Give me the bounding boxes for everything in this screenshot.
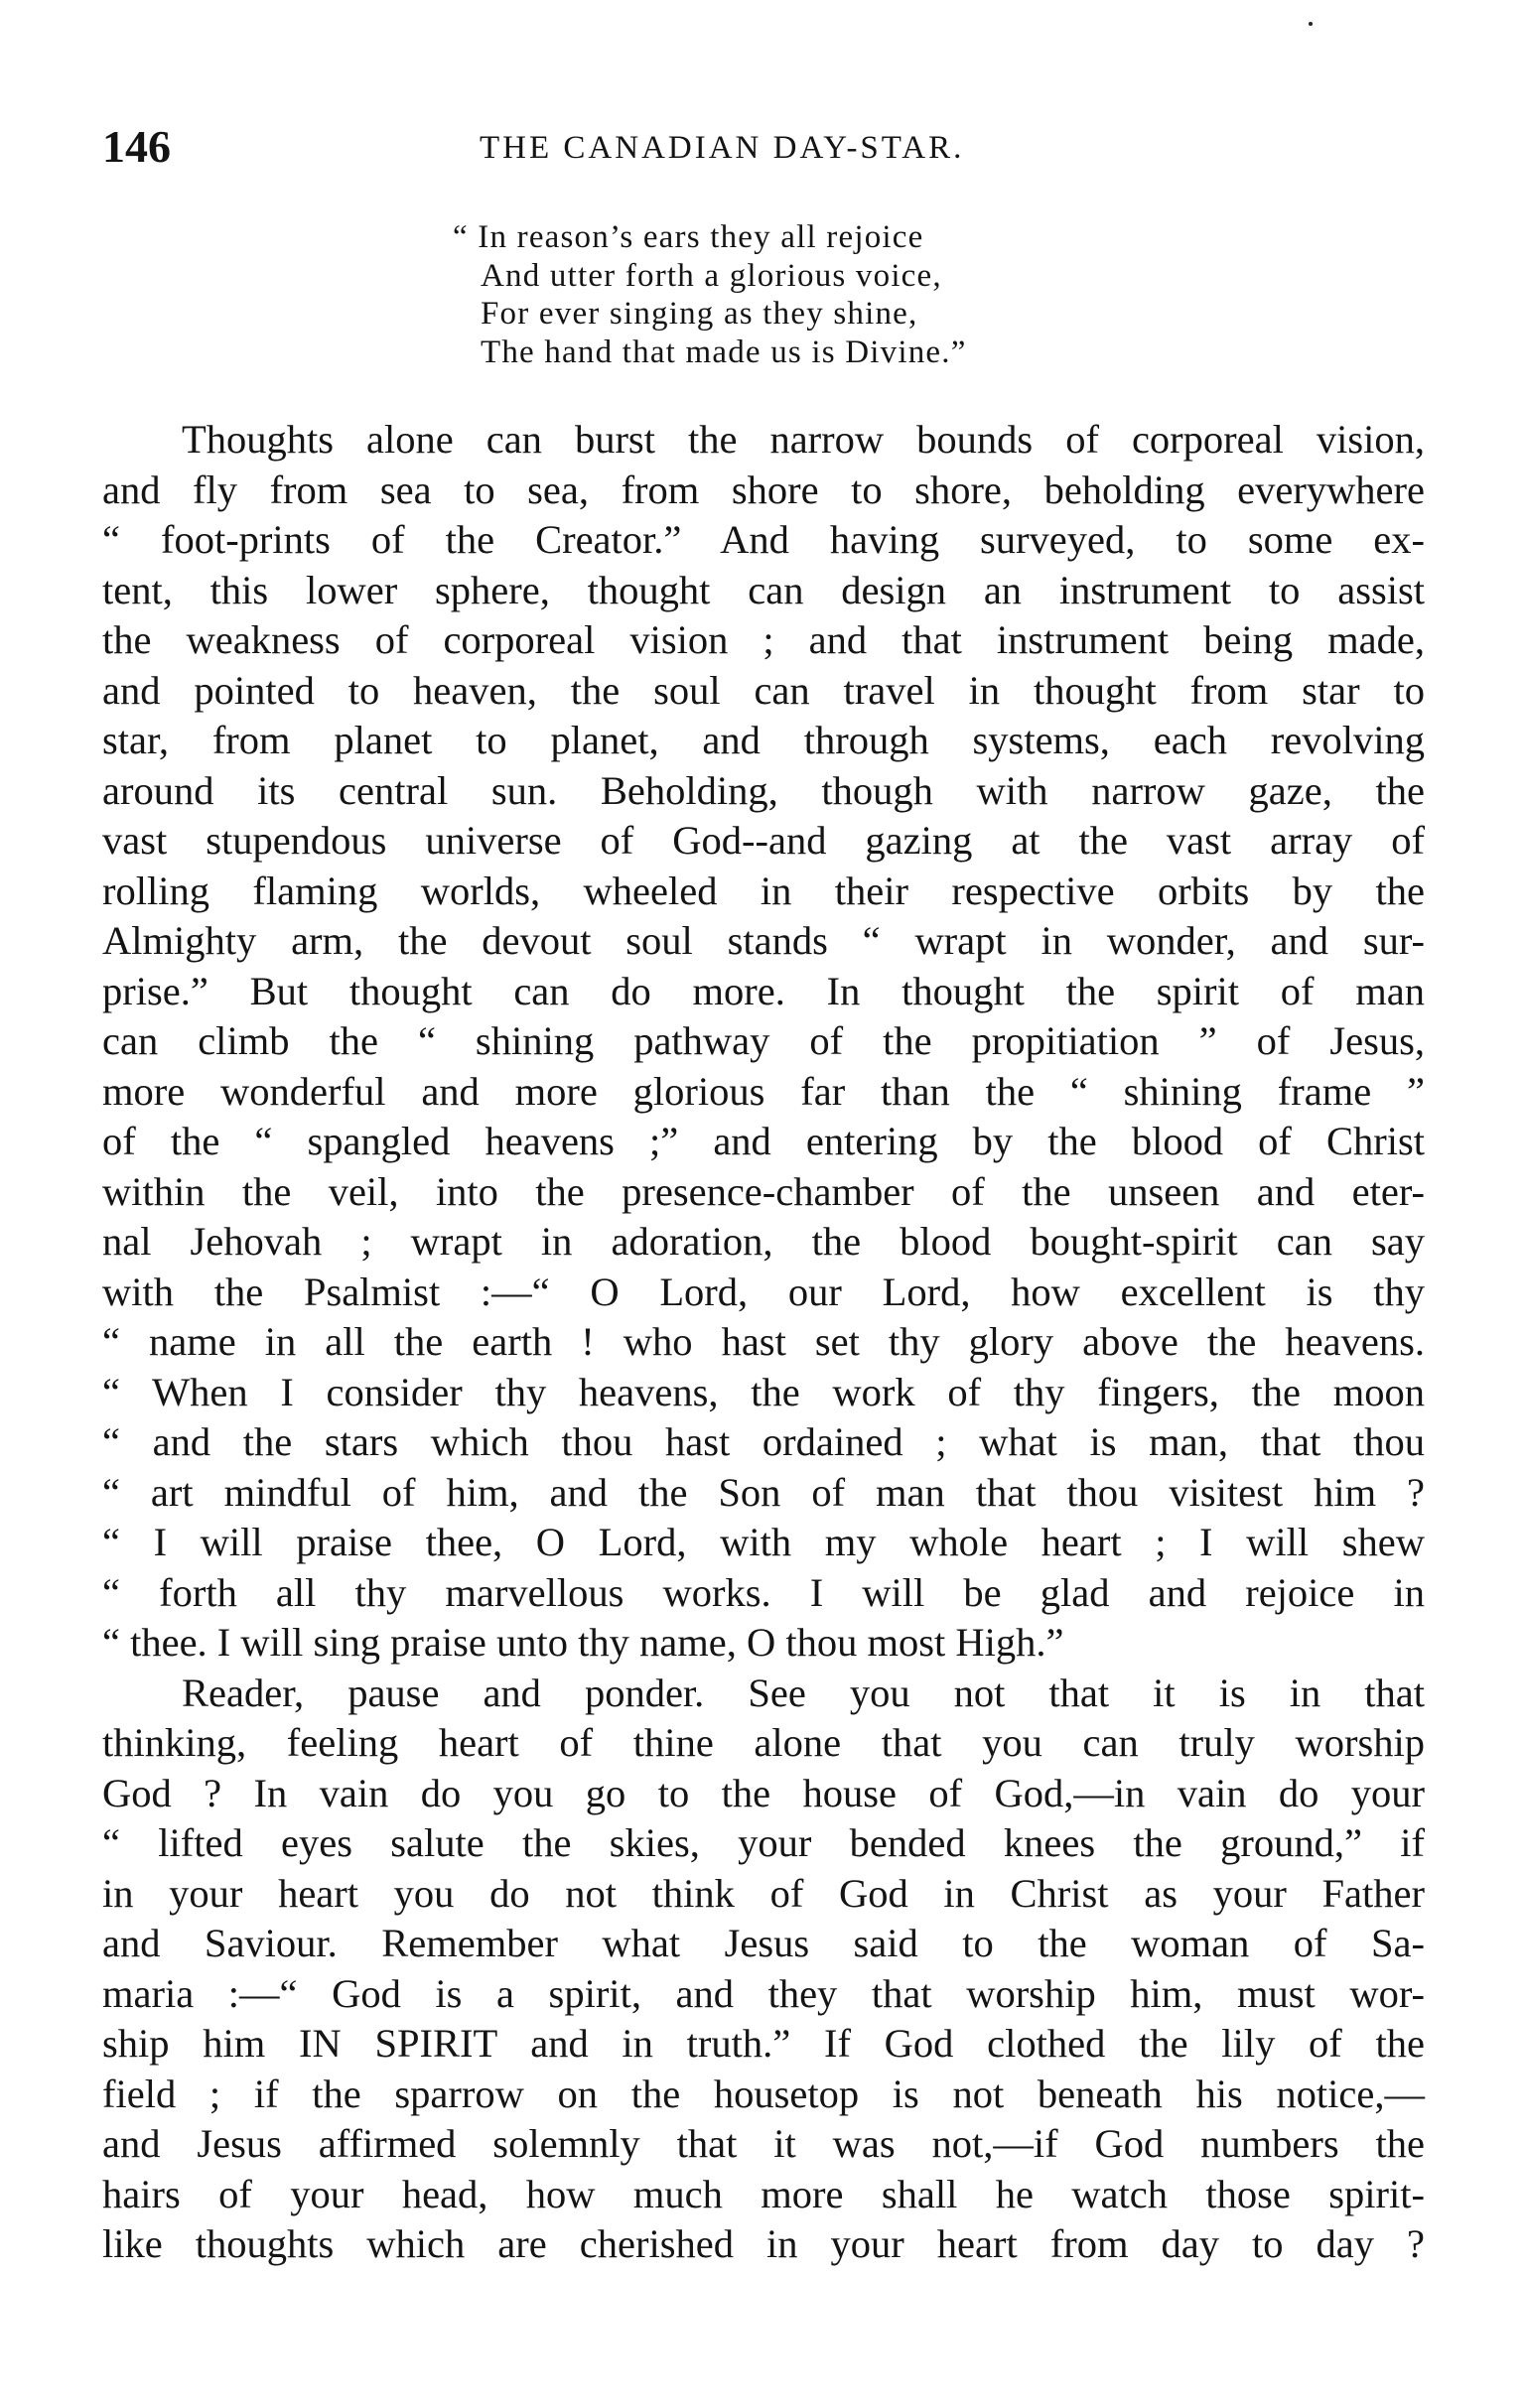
page-number: 146 (102, 121, 171, 172)
text-line: “ thee. I will sing praise unto thy name, O thou most High.” (102, 1620, 1064, 1665)
text-line: around its central sun. Beholding, though with narrow gaze, the (102, 767, 1425, 813)
text-line: “ foot-prints of the Creator.” And having surveyed, to some ex- (102, 517, 1425, 562)
text-line: “ art mindful of him, and the Son of man that thou visitest him ? (102, 1469, 1425, 1515)
text-line: “ lifted eyes salute the skies, your bended knees the ground,” if (102, 1820, 1425, 1865)
text-line: “ When I consider thy heavens, the work of thy fingers, the moon (102, 1369, 1425, 1414)
text-line: and fly from sea to sea, from shore to shore, beholding everywhere (102, 467, 1425, 512)
text-line: with the Psalmist :—“ O Lord, our Lord, how excellent is thy (102, 1269, 1425, 1314)
text-line: Reader, pause and ponder. See you not that it is in that (182, 1670, 1425, 1715)
text-line: in your heart you do not think of God in Christ as your Father (102, 1870, 1425, 1916)
text-line: can climb the “ shining pathway of the propitiation ” of Jesus, (102, 1018, 1425, 1063)
text-line: of the “ spangled heavens ;” and entering by the blood of Christ (102, 1119, 1425, 1163)
text-line: more wonderful and more glorious far than the “ shining frame ” (102, 1068, 1425, 1114)
text-line: God ? In vain do you go to the house of God,—in vain do your (102, 1770, 1425, 1815)
verse-line: The hand that made us is Divine.” (481, 334, 967, 370)
page-header (102, 117, 1423, 177)
text-line: “ I will praise thee, O Lord, with my whole heart ; I will shew (102, 1520, 1425, 1564)
text-line: hairs of your head, how much more shall he watch those spirit- (102, 2171, 1425, 2216)
text-line: the weakness of corporeal vision ; and that instrument being made, (102, 617, 1425, 662)
text-line: like thoughts which are cherished in your heart from day to day ? (102, 2221, 1425, 2266)
text-line: and pointed to heaven, the soul can travel in thought from star to (102, 667, 1425, 713)
text-line: ship him IN SPIRIT and in truth.” If God clothed the lily of the (102, 2021, 1425, 2066)
stray-mark (1309, 22, 1313, 26)
text-line: vast stupendous universe of God--and gazing at the vast array of (102, 818, 1425, 863)
verse-line: For ever singing as they shine, (481, 296, 918, 332)
text-line: tent, this lower sphere, thought can design an instrument to assist (102, 567, 1425, 612)
text-line: and Jesus affirmed solemnly that it was not,—if God numbers the (102, 2121, 1425, 2166)
text-line: and Saviour. Remember what Jesus said to the woman of Sa- (102, 1921, 1425, 1965)
text-line: Thoughts alone can burst the narrow bounds of corporeal vision, (182, 417, 1425, 462)
text-line: field ; if the sparrow on the housetop is not beneath his notice,— (102, 2071, 1425, 2116)
text-line: star, from planet to planet, and through systems, each revolving (102, 718, 1425, 762)
text-line: within the veil, into the presence-chamber of the unseen and eter- (102, 1168, 1425, 1214)
text-line: thinking, feeling heart of thine alone that you can truly worship (102, 1720, 1425, 1765)
text-line: Almighty arm, the devout soul stands “ wrapt in wonder, and sur- (102, 918, 1425, 963)
text-line: maria :—“ God is a spirit, and they that worship him, must wor- (102, 1970, 1425, 2016)
running-title: THE CANADIAN DAY-STAR. (480, 130, 965, 166)
verse-quotation (453, 218, 1168, 371)
text-line: “ and the stars which thou hast ordained ; what is man, that thou (102, 1419, 1425, 1464)
text-line: prise.” But thought can do more. In thought the spirit of man (102, 968, 1425, 1013)
verse-line: “ In reason’s ears they all rejoice (453, 219, 924, 255)
verse-line: And utter forth a glorious voice, (481, 257, 942, 294)
text-line: “ forth all thy marvellous works. I will be glad and rejoice in (102, 1569, 1425, 1615)
body-text (102, 415, 1425, 2270)
text-line: nal Jehovah ; wrapt in adoration, the blood bought-spirit can say (102, 1219, 1425, 1264)
text-line: rolling flaming worlds, wheeled in their respective orbits by the (102, 868, 1425, 913)
text-line: “ name in all the earth ! who hast set thy glory above the heavens. (102, 1319, 1425, 1364)
